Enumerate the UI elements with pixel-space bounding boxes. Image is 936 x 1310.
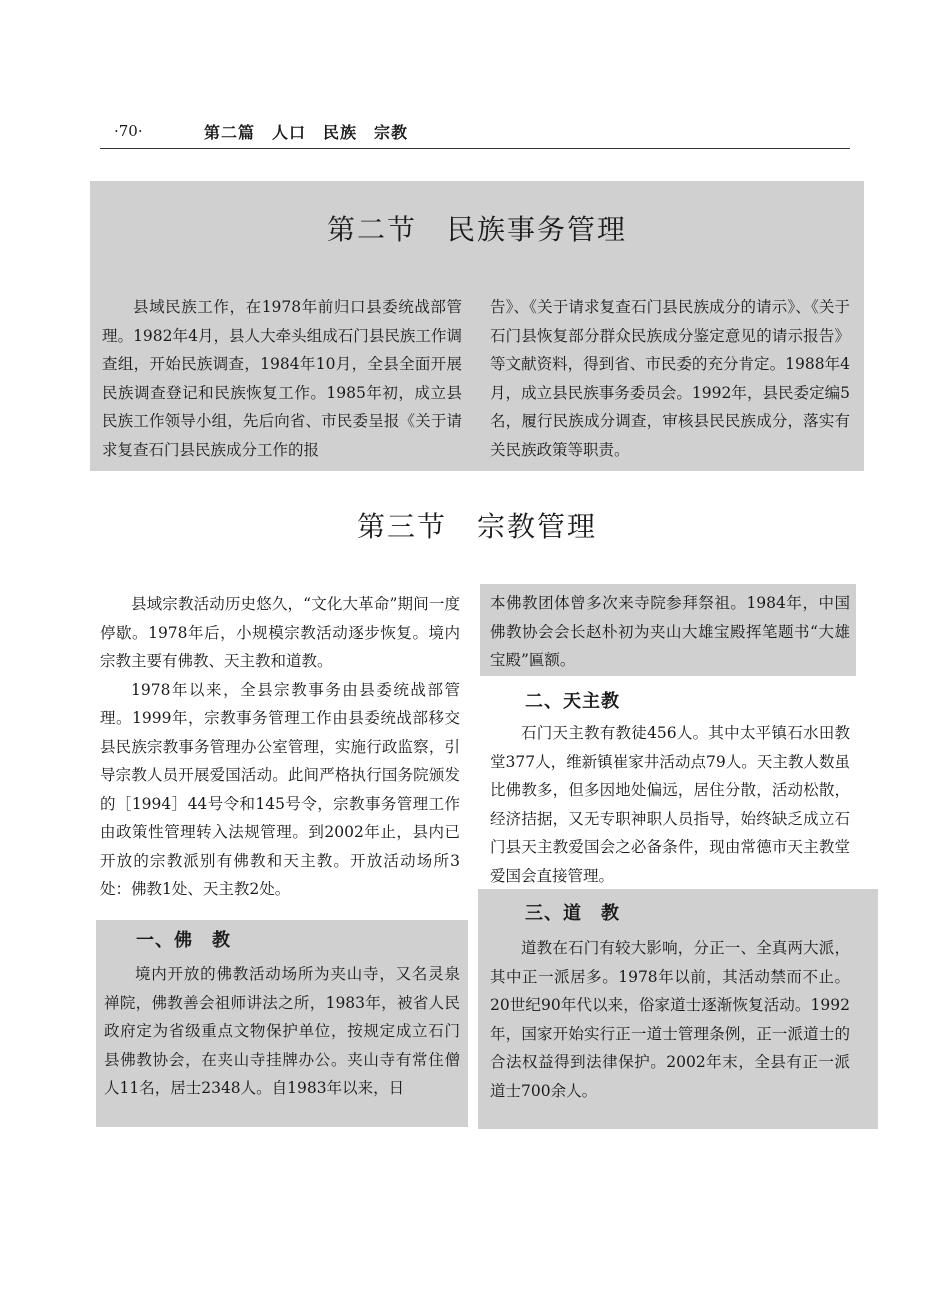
buddhism-cont-column (490, 589, 850, 675)
taoism-heading: 三、道 教 (525, 903, 620, 924)
section3-intro-p1: 县域宗教活动历史悠久，“文化大革命”期间一度停歇。1978年后，小规模宗教活动逐步恢复。境内宗教主要有佛教、天主教和道教。 (100, 595, 460, 670)
section2-left-text: 县域民族工作，在1978年前归口县委统战部管理。1982年4月，县人大牵头组成石门县民族工作调查组，开始民族调查，1984年10月，全县全面开展民族调查登记和民族恢复工作。1985年初，成立县民族工作领导小组，先后向省、市民委呈报《关于请求复查石门县民族成分工作的报 (102, 298, 462, 459)
taoism-text: 道教在石门有较大影响，分正一、全真两大派，其中正一派居多。1978年以前，其活动禁而不止。20世纪90年代以来，俗家道士逐渐恢复活动。1992年，国家开始实行正一道士管理条例，正一派道士的合法权益得到法律保护。2002年末，全县有正一派道士700余人。 (490, 939, 850, 1100)
page-number: ·70· (114, 122, 143, 140)
section3-intro-p2: 1978年以来，全县宗教事务由县委统战部管理。1999年，宗教事务管理工作由县委统战部移交县民族宗教事务管理办公室管理，实施行政监察，引导宗教人员开展爱国活动。此间严格执行国务院颁发的［1994］44号令和145号令，宗教事务管理工作由政策性管理转入法规管理。到2002年止，县内已开放的宗教派别有佛教和天主教。开放活动场所3处：佛教1处、天主教2处。 (100, 680, 460, 898)
section2-title: 第二节 民族事务管理 (326, 213, 627, 246)
section2-right-text: 告》、《关于请求复查石门县民族成分的请示》、《关于石门县恢复部分群众民族成分鉴定意见的请示报告》等文献资料，得到省、市民委的充分肯定。1988年4月，成立县民族事务委员会。1992年，县民委定编5名，履行民族成分调查，审核县民民族成分，落实有关民族政策等职责。 (490, 298, 850, 459)
catholic-column (490, 719, 850, 890)
section2-left-column (102, 293, 462, 464)
section3-title: 第三节 宗教管理 (356, 510, 597, 543)
buddhism-column (104, 960, 460, 1103)
section2-right-column (490, 293, 850, 464)
header-rule (100, 148, 850, 149)
part-title: 第二篇 人口 民族 宗教 (204, 123, 409, 142)
taoism-column (490, 934, 850, 1105)
catholic-text: 石门天主教有教徒456人。其中太平镇石水田教堂377人，维新镇崔家井活动点79人。天主教人数虽比佛教多，但多因地处偏远，居住分散，活动松散，经济拮据，又无专职神职人员指导，始终缺乏成立石门县天主教爱国会之必备条件，现由常德市天主教堂爱国会直接管理。 (490, 724, 850, 885)
buddhism-text: 境内开放的佛教活动场所为夹山寺，又名灵泉禅院，佛教善会祖师讲法之所，1983年，被省人民政府定为省级重点文物保护单位，按规定成立石门县佛教协会，在夹山寺挂牌办公。夹山寺有常住僧人11名，居士2348人。自1983年以来，日 (104, 965, 460, 1097)
buddhism-cont-text: 本佛教团体曾多次来寺院参拜祭祖。1984年，中国佛教协会会长赵朴初为夹山大雄宝殿挥笔题书“大雄宝殿”匾额。 (490, 594, 850, 669)
catholic-heading: 二、天主教 (525, 691, 620, 712)
section3-left-column (100, 590, 460, 904)
running-header (100, 118, 850, 150)
buddhism-heading: 一、佛 教 (136, 930, 231, 951)
